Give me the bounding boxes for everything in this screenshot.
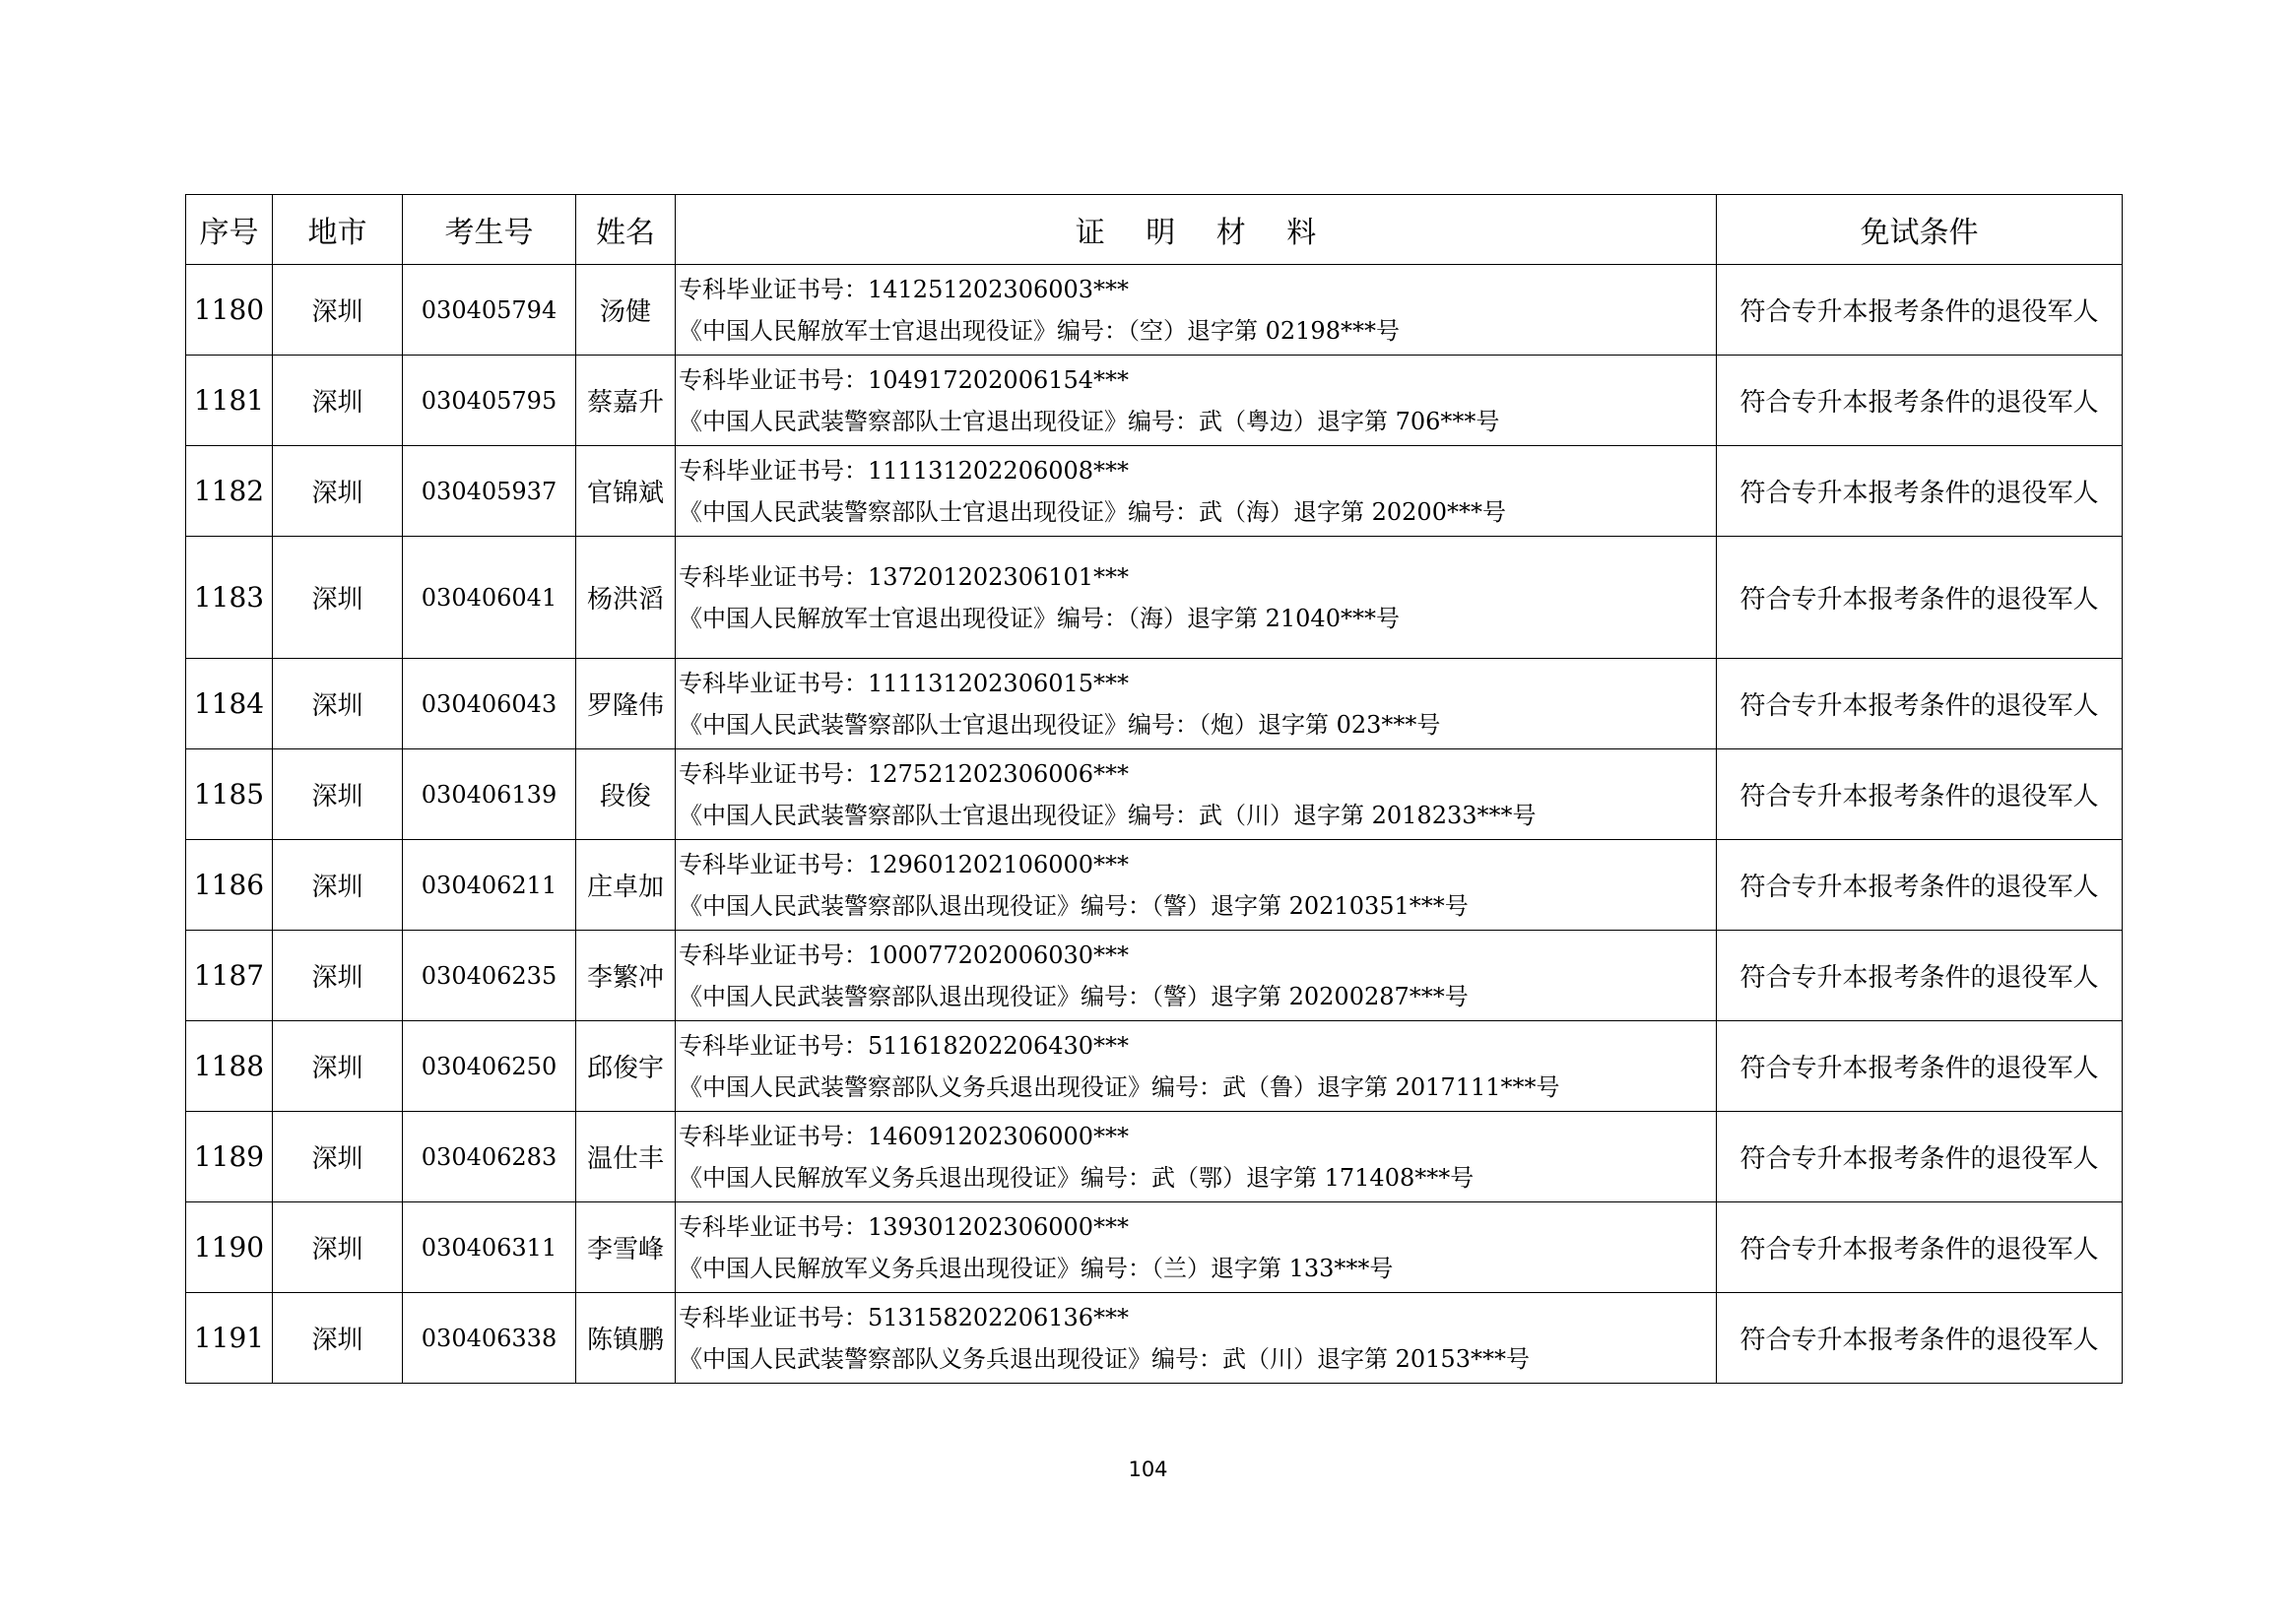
cell-condition: 符合专升本报考条件的退役军人 bbox=[1717, 356, 2123, 446]
diploma-number: 专科毕业证书号：111131202206008*** bbox=[679, 456, 1130, 485]
cell-condition: 符合专升本报考条件的退役军人 bbox=[1717, 1293, 2123, 1384]
cell-city: 深圳 bbox=[273, 1202, 403, 1293]
cell-condition: 符合专升本报考条件的退役军人 bbox=[1717, 749, 2123, 840]
table-row bbox=[186, 446, 2123, 537]
table-row bbox=[186, 840, 2123, 931]
diploma-number: 专科毕业证书号：129601202106000*** bbox=[679, 850, 1130, 878]
cell-city: 深圳 bbox=[273, 537, 403, 659]
cell-materials bbox=[676, 659, 1717, 749]
cell-seq: 1185 bbox=[186, 749, 273, 840]
cell-name: 温仕丰 bbox=[576, 1112, 676, 1202]
cell-materials bbox=[676, 1202, 1717, 1293]
diploma-number: 专科毕业证书号：104917202006154*** bbox=[679, 365, 1130, 394]
cell-name: 李繁冲 bbox=[576, 931, 676, 1021]
diploma-number: 专科毕业证书号：513158202206136*** bbox=[679, 1303, 1130, 1331]
cell-city: 深圳 bbox=[273, 1021, 403, 1112]
discharge-certificate: 《中国人民武装警察部队义务兵退出现役证》编号：武（鲁）退字第 2017111***号 bbox=[679, 1072, 1560, 1101]
table-row bbox=[186, 1021, 2123, 1112]
cell-materials bbox=[676, 265, 1717, 356]
cell-seq: 1189 bbox=[186, 1112, 273, 1202]
exemption-table bbox=[185, 194, 2123, 1384]
header-name: 姓名 bbox=[576, 195, 676, 265]
diploma-number: 专科毕业证书号：146091202306000*** bbox=[679, 1122, 1130, 1150]
cell-candidate-id: 030405937 bbox=[403, 446, 576, 537]
table-row bbox=[186, 356, 2123, 446]
cell-materials bbox=[676, 537, 1717, 659]
cell-candidate-id: 030406250 bbox=[403, 1021, 576, 1112]
cell-name: 蔡嘉升 bbox=[576, 356, 676, 446]
table-row bbox=[186, 931, 2123, 1021]
cell-seq: 1187 bbox=[186, 931, 273, 1021]
cell-condition: 符合专升本报考条件的退役军人 bbox=[1717, 1202, 2123, 1293]
cell-candidate-id: 030406043 bbox=[403, 659, 576, 749]
discharge-certificate: 《中国人民武装警察部队士官退出现役证》编号：武（川）退字第 2018233***号 bbox=[679, 801, 1537, 829]
cell-seq: 1180 bbox=[186, 265, 273, 356]
discharge-certificate: 《中国人民解放军士官退出现役证》编号：（海）退字第 21040***号 bbox=[679, 604, 1400, 632]
cell-city: 深圳 bbox=[273, 446, 403, 537]
discharge-certificate: 《中国人民解放军义务兵退出现役证》编号：（兰）退字第 133***号 bbox=[679, 1254, 1394, 1282]
cell-candidate-id: 030406283 bbox=[403, 1112, 576, 1202]
cell-seq: 1190 bbox=[186, 1202, 273, 1293]
cell-candidate-id: 030406211 bbox=[403, 840, 576, 931]
diploma-number: 专科毕业证书号：137201202306101*** bbox=[679, 562, 1130, 591]
cell-condition: 符合专升本报考条件的退役军人 bbox=[1717, 537, 2123, 659]
header-condition: 免试条件 bbox=[1717, 195, 2123, 265]
cell-materials bbox=[676, 446, 1717, 537]
diploma-number: 专科毕业证书号：139301202306000*** bbox=[679, 1212, 1130, 1241]
table-row bbox=[186, 265, 2123, 356]
cell-materials bbox=[676, 840, 1717, 931]
cell-condition: 符合专升本报考条件的退役军人 bbox=[1717, 446, 2123, 537]
cell-candidate-id: 030406041 bbox=[403, 537, 576, 659]
cell-name: 邱俊宇 bbox=[576, 1021, 676, 1112]
diploma-number: 专科毕业证书号：100077202006030*** bbox=[679, 940, 1130, 969]
cell-name: 李雪峰 bbox=[576, 1202, 676, 1293]
discharge-certificate: 《中国人民解放军义务兵退出现役证》编号：武（鄂）退字第 171408***号 bbox=[679, 1163, 1475, 1192]
cell-materials bbox=[676, 931, 1717, 1021]
cell-candidate-id: 030405794 bbox=[403, 265, 576, 356]
cell-materials bbox=[676, 749, 1717, 840]
cell-city: 深圳 bbox=[273, 1293, 403, 1384]
cell-name: 段俊 bbox=[576, 749, 676, 840]
cell-city: 深圳 bbox=[273, 931, 403, 1021]
cell-candidate-id: 030405795 bbox=[403, 356, 576, 446]
table-row bbox=[186, 749, 2123, 840]
discharge-certificate: 《中国人民武装警察部队士官退出现役证》编号：（炮）退字第 023***号 bbox=[679, 710, 1441, 739]
cell-seq: 1184 bbox=[186, 659, 273, 749]
discharge-certificate: 《中国人民武装警察部队义务兵退出现役证》编号：武（川）退字第 20153***号 bbox=[679, 1344, 1530, 1373]
diploma-number: 专科毕业证书号：511618202206430*** bbox=[679, 1031, 1130, 1060]
cell-materials bbox=[676, 356, 1717, 446]
table-row bbox=[186, 1202, 2123, 1293]
discharge-certificate: 《中国人民解放军士官退出现役证》编号：（空）退字第 02198***号 bbox=[679, 316, 1400, 345]
cell-condition: 符合专升本报考条件的退役军人 bbox=[1717, 840, 2123, 931]
cell-city: 深圳 bbox=[273, 749, 403, 840]
cell-candidate-id: 030406338 bbox=[403, 1293, 576, 1384]
cell-materials bbox=[676, 1293, 1717, 1384]
cell-city: 深圳 bbox=[273, 265, 403, 356]
cell-candidate-id: 030406139 bbox=[403, 749, 576, 840]
diploma-number: 专科毕业证书号：111131202306015*** bbox=[679, 669, 1130, 697]
cell-name: 庄卓加 bbox=[576, 840, 676, 931]
cell-condition: 符合专升本报考条件的退役军人 bbox=[1717, 931, 2123, 1021]
cell-name: 陈镇鹏 bbox=[576, 1293, 676, 1384]
cell-seq: 1183 bbox=[186, 537, 273, 659]
cell-condition: 符合专升本报考条件的退役军人 bbox=[1717, 265, 2123, 356]
header-candidate-id: 考生号 bbox=[403, 195, 576, 265]
cell-seq: 1182 bbox=[186, 446, 273, 537]
diploma-number: 专科毕业证书号：127521202306006*** bbox=[679, 759, 1130, 788]
discharge-certificate: 《中国人民武装警察部队退出现役证》编号：（警）退字第 20210351***号 bbox=[679, 891, 1469, 920]
discharge-certificate: 《中国人民武装警察部队退出现役证》编号：（警）退字第 20200287***号 bbox=[679, 982, 1469, 1010]
cell-name: 罗隆伟 bbox=[576, 659, 676, 749]
cell-condition: 符合专升本报考条件的退役军人 bbox=[1717, 659, 2123, 749]
cell-city: 深圳 bbox=[273, 356, 403, 446]
table-row bbox=[186, 1293, 2123, 1384]
cell-candidate-id: 030406311 bbox=[403, 1202, 576, 1293]
cell-condition: 符合专升本报考条件的退役军人 bbox=[1717, 1112, 2123, 1202]
cell-candidate-id: 030406235 bbox=[403, 931, 576, 1021]
table-row bbox=[186, 659, 2123, 749]
table-header-row bbox=[186, 195, 2123, 265]
discharge-certificate: 《中国人民武装警察部队士官退出现役证》编号：武（海）退字第 20200***号 bbox=[679, 497, 1506, 526]
cell-city: 深圳 bbox=[273, 1112, 403, 1202]
cell-city: 深圳 bbox=[273, 840, 403, 931]
cell-seq: 1186 bbox=[186, 840, 273, 931]
discharge-certificate: 《中国人民武装警察部队士官退出现役证》编号：武（粤边）退字第 706***号 bbox=[679, 407, 1500, 435]
cell-materials bbox=[676, 1112, 1717, 1202]
table-row bbox=[186, 537, 2123, 659]
cell-seq: 1188 bbox=[186, 1021, 273, 1112]
header-seq: 序号 bbox=[186, 195, 273, 265]
cell-seq: 1191 bbox=[186, 1293, 273, 1384]
page-number: 104 bbox=[1128, 1458, 1168, 1481]
cell-seq: 1181 bbox=[186, 356, 273, 446]
cell-condition: 符合专升本报考条件的退役军人 bbox=[1717, 1021, 2123, 1112]
table-row bbox=[186, 1112, 2123, 1202]
header-city: 地市 bbox=[273, 195, 403, 265]
cell-name: 官锦斌 bbox=[576, 446, 676, 537]
header-materials: 证 明 材 料 bbox=[676, 195, 1717, 265]
diploma-number: 专科毕业证书号：141251202306003*** bbox=[679, 275, 1130, 303]
cell-name: 杨洪滔 bbox=[576, 537, 676, 659]
cell-city: 深圳 bbox=[273, 659, 403, 749]
cell-name: 汤健 bbox=[576, 265, 676, 356]
cell-materials bbox=[676, 1021, 1717, 1112]
